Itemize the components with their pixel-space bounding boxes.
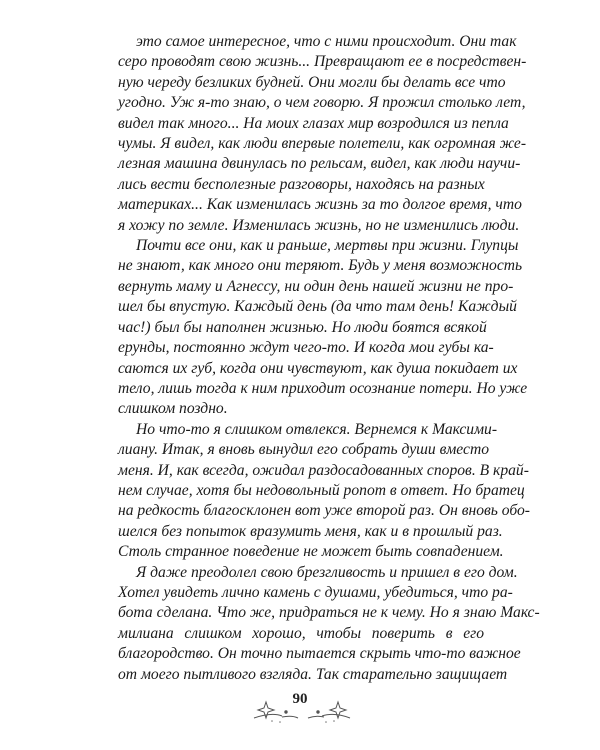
- text-line: час!) был бы наполнен жизнью. Но люди боятся всякой: [118, 318, 487, 336]
- text-line: лезная машина двинулась по рельсам, видел, как люди научи-: [118, 155, 521, 173]
- text-line: серо проводят свою жизнь... Превращают ее в посредствен-: [118, 53, 527, 71]
- text-line: от моего пытливого взгляда. Так старательно защищает: [118, 665, 508, 683]
- text-line: Хотел увидеть лично камень с душами, убедиться, что ра-: [118, 583, 513, 601]
- text-line: саются их губ, когда они чувствуют, как душа покидает их: [118, 359, 518, 377]
- text-line: вернуть маму и Агнессу, ни один день нашей жизни не про-: [118, 277, 514, 295]
- text-line: видел так много... На моих глазах мир возродился из пепла: [118, 114, 509, 132]
- text-line: шелся без попыток вразумить меня, как и в прошлый раз.: [118, 522, 503, 540]
- text-line: Я даже преодолел свою брезгливость и пришел в его дом.: [136, 563, 518, 581]
- paragraph: [118, 32, 527, 236]
- text-line: бота сделана. Что же, придраться не к чему. Но я знаю Макс-: [118, 604, 540, 622]
- paragraph: [118, 563, 540, 685]
- text-line: ерунды, постоянно ждут чего-то. И когда мои губы ка-: [118, 339, 494, 357]
- text-line: благородство. Он точно пытается скрыть что-то важное: [118, 645, 521, 663]
- text-line: чумы. Я видел, как люди впервые полетели, как огромная же-: [118, 135, 527, 153]
- page-footer: [0, 690, 600, 730]
- text-line: Почти все они, как и раньше, мертвы при жизни. Глупцы: [136, 237, 519, 255]
- paragraph: [118, 236, 528, 420]
- page-body: [118, 32, 540, 685]
- paragraph: [118, 420, 530, 563]
- text-line: Но что-то я слишком отвлекся. Вернемся к Максими-: [136, 420, 498, 438]
- text-line: не знают, как много они теряют. Будь у меня возможность: [118, 257, 523, 275]
- text-line: на редкость благосклонен вот уже второй раз. Он вновь обо-: [118, 502, 530, 520]
- text-line: Столь странное поведение не может быть совпадением.: [118, 543, 504, 561]
- text-line: милиана слишком хорошо, чтобы поверить в его: [118, 624, 484, 642]
- text-line: материках... Как изменилась жизнь за то долгое время, что: [118, 196, 522, 214]
- text-line: слишком поздно.: [118, 400, 228, 418]
- text-line: нем случае, хотя бы недовольный ропот в ответ. Но братец: [118, 481, 525, 499]
- page-number: 90: [292, 691, 308, 707]
- text-line: лись вести бесполезные разговоры, находясь на разных: [118, 175, 485, 193]
- text-line: ную череду безликих будней. Они могли бы делать все что: [118, 73, 506, 91]
- text-line: лиану. Итак, я вновь вынудил его собрать души вместо: [118, 441, 490, 459]
- text-line: это самое интересное, что с ними происходит. Они так: [136, 33, 517, 50]
- text-line: я хожу по земле. Изменилась жизнь, но не изменились люди.: [118, 216, 520, 234]
- text-line: тело, лишь тогда к ним приходит осознание потери. Но уже: [118, 379, 528, 397]
- text-line: меня. И, как всегда, ожидал раздосадованных споров. В край-: [118, 461, 529, 479]
- text-line: шел бы впустую. Каждый день (да что там день! Каждый: [118, 298, 517, 316]
- text-line: угодно. Уж я-то знаю, о чем говорю. Я прожил столько лет,: [118, 94, 526, 112]
